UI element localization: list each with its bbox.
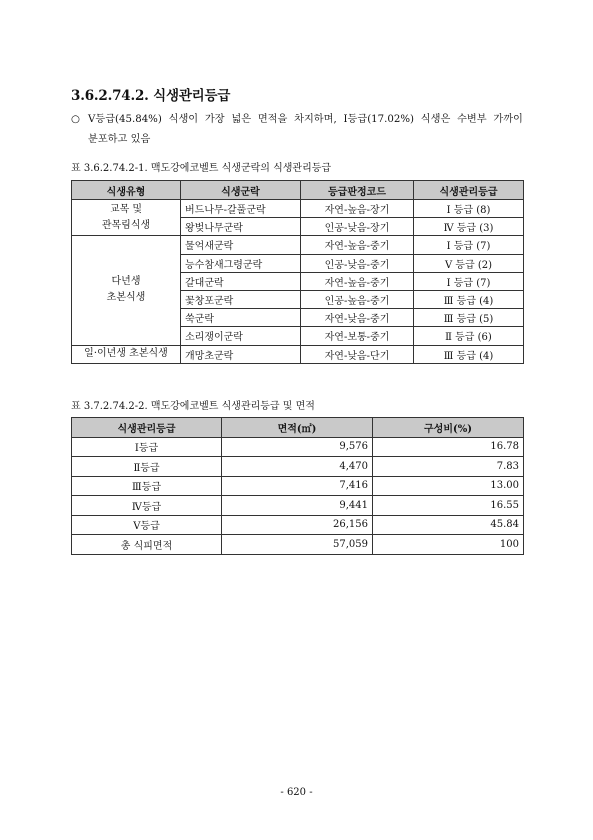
grade-cell: Ⅰ 등급 (7) — [414, 236, 524, 254]
page-number: - 620 - — [280, 787, 313, 798]
table-row — [72, 345, 524, 363]
code-cell: 인공-높음-중기 — [301, 290, 414, 308]
grade-cell: Ⅴ 등급 (2) — [414, 254, 524, 272]
community-cell: 개망초군락 — [181, 345, 301, 363]
grade-cell: Ⅲ 등급 (4) — [414, 345, 524, 363]
table-row — [72, 496, 524, 516]
vegetation-type-cell — [72, 345, 181, 363]
vegetation-type-line: 관목림식생 — [101, 219, 151, 231]
bullet-word: 식생은 — [420, 114, 451, 125]
ratio-cell: 45.84 — [373, 515, 524, 535]
community-cell: 왕벚나무군락 — [181, 218, 301, 236]
ratio-cell: 7.83 — [373, 457, 524, 477]
table2-caption: 표 3.7.2.74.2-2. 맥도강에코벨트 식생관리등급 및 면적 — [71, 401, 315, 412]
column-header: 식생관리등급 — [72, 418, 222, 438]
section-heading: 3.6.2.74.2. 식생관리등급 — [71, 88, 231, 104]
table-header-row — [72, 418, 524, 438]
vegetation-type-line: 일·이년생 초본식생 — [84, 348, 168, 360]
grade-cell: Ⅲ등급 — [72, 476, 222, 496]
vegetation-type-cell — [72, 200, 181, 236]
community-cell: 소리쟁이군락 — [181, 327, 301, 345]
bullet-word: 넓은 — [231, 114, 252, 125]
vegetation-community-grade-table — [71, 180, 524, 364]
grade-cell: Ⅴ등급 — [72, 515, 222, 535]
table-row — [72, 236, 524, 254]
table-row — [72, 476, 524, 496]
community-cell: 꽃창포군락 — [181, 290, 301, 308]
area-cell: 9,441 — [222, 496, 373, 516]
ratio-cell: 16.78 — [373, 437, 524, 457]
grade-cell: Ⅰ 등급 (8) — [414, 200, 524, 218]
code-cell: 자연-낮음-중기 — [301, 309, 414, 327]
area-cell: 4,470 — [222, 457, 373, 477]
grade-cell: Ⅱ등급 — [72, 457, 222, 477]
bullet-line-1 — [71, 110, 523, 130]
table-row — [72, 515, 524, 535]
grade-area-table — [71, 417, 524, 555]
summary-bullet — [71, 110, 523, 150]
table-header-row — [72, 181, 524, 200]
code-cell: 자연-낮음-단기 — [301, 345, 414, 363]
bullet-word: 가까이 — [493, 114, 523, 125]
community-cell: 물억새군락 — [181, 236, 301, 254]
grade-cell: Ⅱ 등급 (6) — [414, 327, 524, 345]
code-cell: 인공-낮음-장기 — [301, 218, 414, 236]
column-header: 면적(㎡) — [222, 418, 373, 438]
grade-cell: Ⅳ 등급 (3) — [414, 218, 524, 236]
table-row — [72, 457, 524, 477]
ratio-cell: 13.00 — [373, 476, 524, 496]
table-row — [72, 535, 524, 555]
vegetation-type-line: 다년생 — [111, 276, 141, 288]
grade-cell: Ⅰ 등급 (7) — [414, 272, 524, 290]
vegetation-type-cell — [72, 236, 181, 345]
community-cell: 능수참새그령군락 — [181, 254, 301, 272]
column-header: 식생관리등급 — [414, 181, 524, 200]
ratio-cell: 16.55 — [373, 496, 524, 516]
bullet-word: 차지하며, — [294, 114, 337, 125]
grade-cell: Ⅳ등급 — [72, 496, 222, 516]
ratio-cell: 100 — [373, 535, 524, 555]
table-row — [72, 200, 524, 218]
column-header: 구성비(%) — [373, 418, 524, 438]
area-cell: 26,156 — [222, 515, 373, 535]
bullet-text — [88, 110, 523, 130]
grade-cell: Ⅰ등급 — [72, 437, 222, 457]
bullet-word: 식생이 — [168, 114, 199, 125]
column-header: 등급판정코드 — [301, 181, 414, 200]
community-cell: 갈대군락 — [181, 272, 301, 290]
area-cell: 7,416 — [222, 476, 373, 496]
column-header: 식생유형 — [72, 181, 181, 200]
total-label-cell: 총 식피면적 — [72, 535, 222, 555]
column-header: 식생군락 — [181, 181, 301, 200]
code-cell: 자연-높음-장기 — [301, 200, 414, 218]
area-cell: 57,059 — [222, 535, 373, 555]
bullet-circle-icon: ○ — [71, 114, 80, 125]
bullet-line-2: 분포하고 있음 — [88, 134, 151, 145]
bullet-word: 면적을 — [257, 114, 288, 125]
bullet-word: 가장 — [204, 114, 225, 125]
code-cell: 자연-보통-중기 — [301, 327, 414, 345]
table1-caption: 표 3.6.2.74.2-1. 맥도강에코벨트 식생군락의 식생관리등급 — [71, 163, 332, 174]
vegetation-type-line: 초본식생 — [106, 292, 146, 304]
community-cell: 쑥군락 — [181, 309, 301, 327]
grade-cell: Ⅲ 등급 (5) — [414, 309, 524, 327]
code-cell: 자연-높음-중기 — [301, 272, 414, 290]
bullet-word: Ⅴ등급(45.84%) — [88, 114, 162, 125]
area-cell: 9,576 — [222, 437, 373, 457]
grade-cell: Ⅲ 등급 (4) — [414, 290, 524, 308]
code-cell: 인공-낮음-중기 — [301, 254, 414, 272]
community-cell: 버드나무-갈풀군락 — [181, 200, 301, 218]
bullet-word: 수변부 — [457, 114, 487, 125]
code-cell: 자연-높음-중기 — [301, 236, 414, 254]
table-row — [72, 437, 524, 457]
vegetation-type-line: 교목 및 — [109, 203, 143, 215]
bullet-word: Ⅰ등급(17.02%) — [343, 114, 414, 125]
